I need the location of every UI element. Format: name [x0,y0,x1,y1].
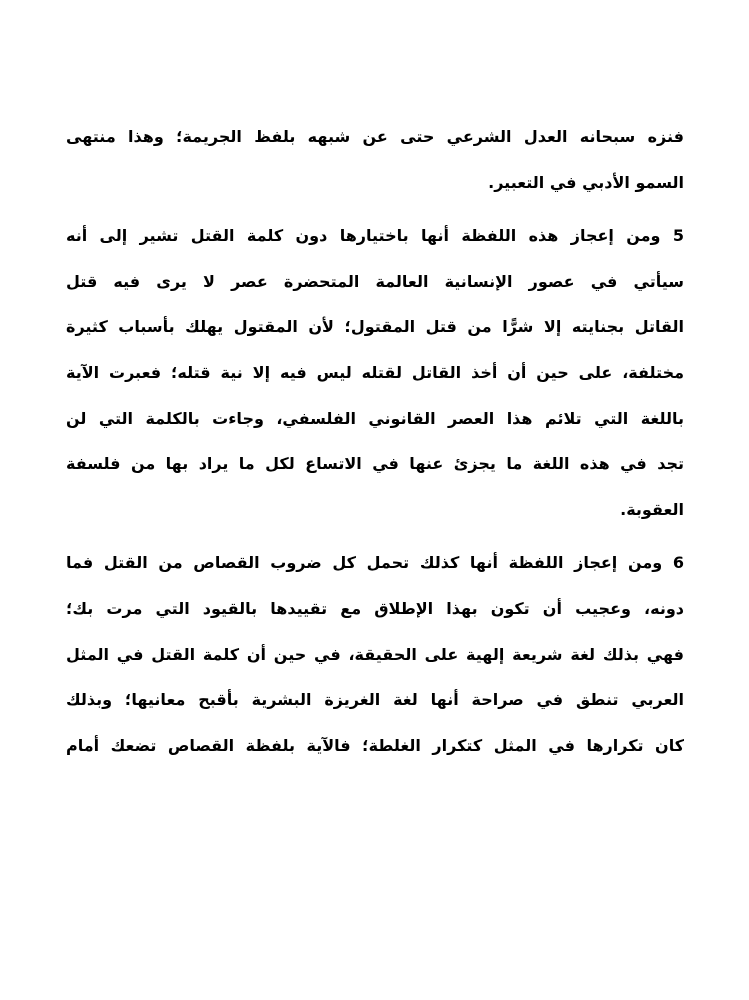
text-line: 6 ومن إعجاز اللفظة أنها كذلك تحمل كل ضروب القصاص من القتل فما [66,553,684,573]
text-line: باللغة التي تلائم هذا العصر القانوني الفلسفي، وجاءت بالكلمة التي لن [66,408,684,428]
text-line: تجد في هذه اللغة ما يجزئ عنها في الاتساع لكل ما يراد بها من فلسفة [66,454,684,474]
text-line: السمو الأدبي في التعبير. [488,172,684,192]
text-line: العقوبة. [620,499,684,519]
document-page [66,114,684,768]
paragraph-gap [66,205,684,213]
text-line: فهي بذلك لغة شريعة إلهية على الحقيقة، في حين أن كلمة القتل في المثل [66,644,684,664]
text-line: سيأتي في عصور الإنسانية العالمة المتحضرة عصر لا يرى فيه قتل [66,271,684,291]
text-line: مختلفة، على حين أن أخذ القاتل لقتله ليس فيه إلا نية قتله؛ فعبرت الآية [66,362,684,382]
text-line: فنزه سبحانه العدل الشرعي حتى عن شبهه بلفظ الجريمة؛ وهذا منتهى [66,127,684,146]
text-line: كان تكرارها في المثل كتكرار الغلطة؛ فالآية بلفظة القصاص تضعك أمام [66,735,684,755]
paragraph-2 [66,213,684,532]
text-line: 5 ومن إعجاز هذه اللفظة أنها باختيارها دون كلمة القتل تشير إلى أنه [66,226,684,246]
text-line: القاتل بجنايته إلا شرًّا من قتل المقتول؛ لأن المقتول يهلك بأسباب كثيرة [66,317,684,337]
paragraph-1 [66,114,684,205]
paragraph-gap [66,532,684,540]
text-line: العربي تنطق في صراحة أنها لغة الغريزة البشرية بأقبح معانيها؛ وبذلك [66,690,684,710]
paragraph-3 [66,540,684,768]
text-line: دونه، وعجيب أن تكون بهذا الإطلاق مع تقييدها بالقيود التي مرت بك؛ [66,598,684,618]
